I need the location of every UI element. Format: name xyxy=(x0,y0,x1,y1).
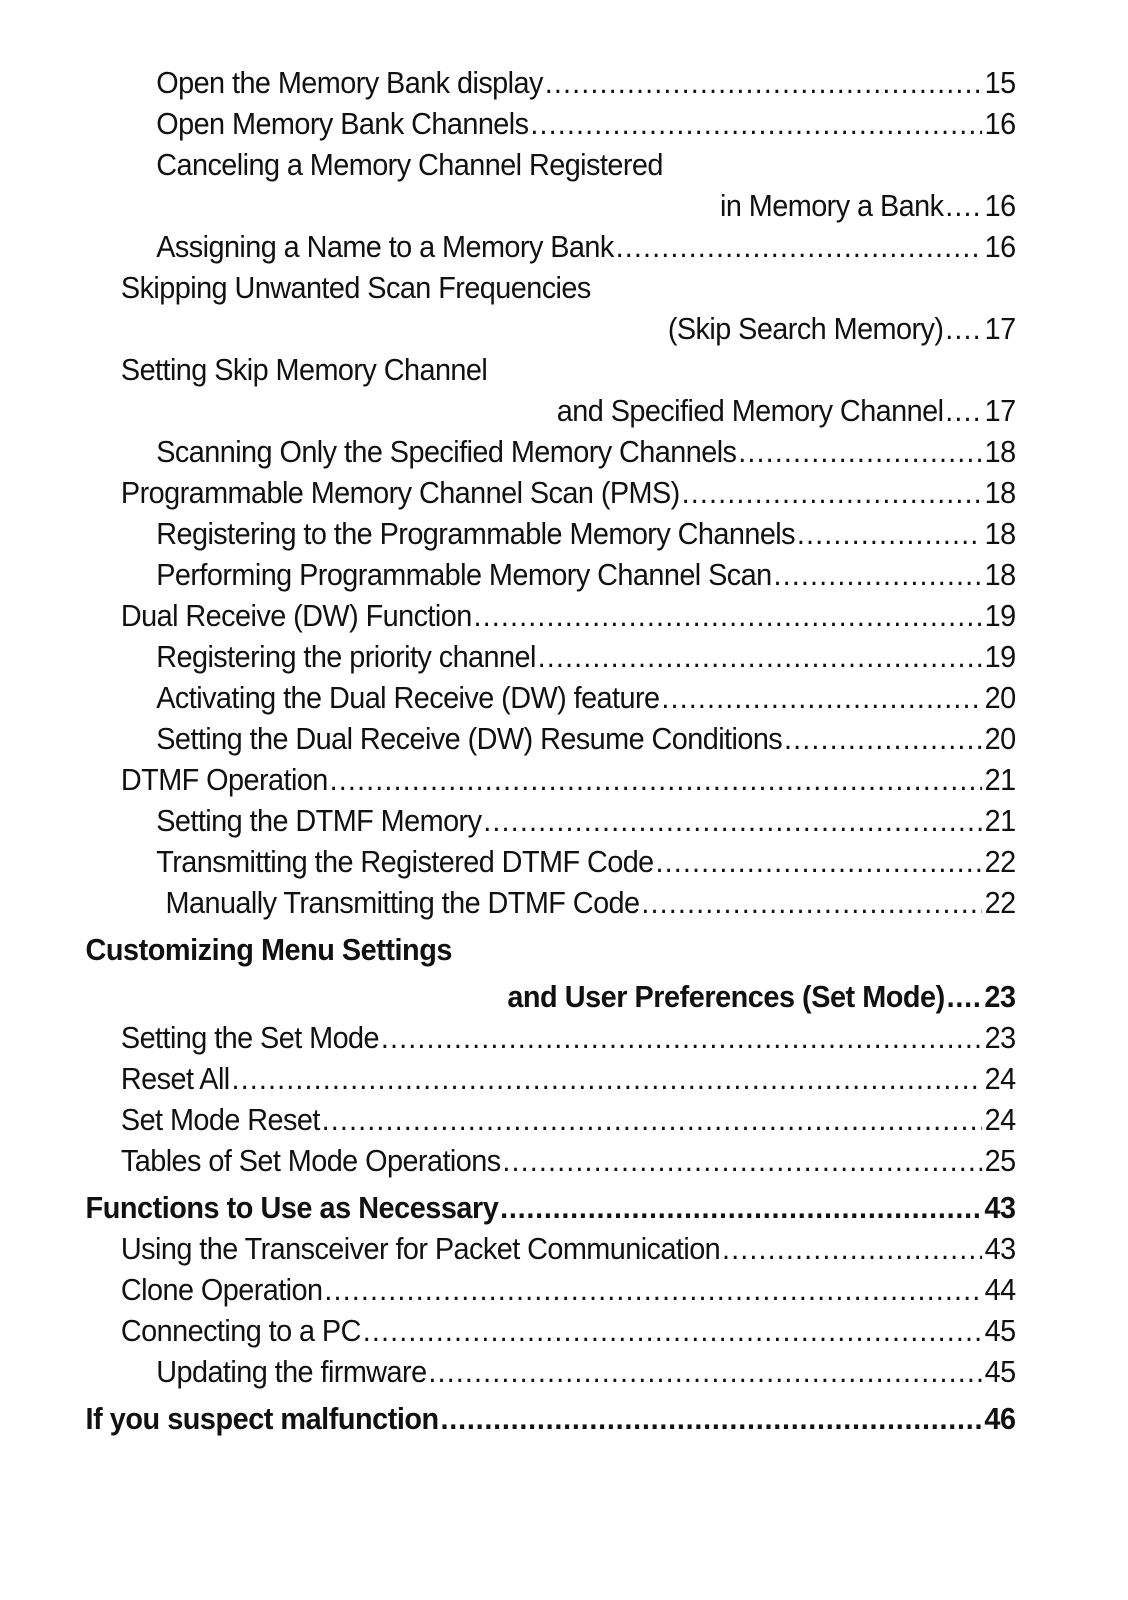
dot-leader xyxy=(232,1058,982,1099)
toc-entry-title: Dual Receive (DW) Function xyxy=(120,598,472,633)
toc-entry-clone-operation[interactable] xyxy=(0,1269,1049,1310)
dot-leader xyxy=(641,882,981,923)
toc-entry-skipping-unwanted-scan[interactable] xyxy=(0,267,1049,308)
toc-entry-activating-dual-receive[interactable] xyxy=(0,677,1049,718)
toc-entry-title: Transmitting the Registered DTMF Code xyxy=(156,844,654,879)
dot-leader xyxy=(947,976,982,1017)
toc-entry-skipping-unwanted-scan-continuation[interactable] xyxy=(0,308,1049,349)
toc-entry-open-memory-bank-channels[interactable] xyxy=(0,103,1049,144)
toc-entry-assigning-name-memory-bank[interactable] xyxy=(0,226,1049,267)
toc-entry-title: Open Memory Bank Channels xyxy=(156,106,529,141)
toc-section-continuation: and User Preferences (Set Mode) xyxy=(507,979,945,1014)
toc-page-number: 44 xyxy=(984,1272,1016,1307)
toc-entry-packet-communication[interactable] xyxy=(0,1228,1049,1269)
toc-entry-title: Updating the firmware xyxy=(156,1354,427,1389)
toc-entry-title: Manually Transmitting the DTMF Code xyxy=(165,885,640,920)
dot-leader xyxy=(738,431,982,472)
toc-page-number: 16 xyxy=(984,106,1016,141)
toc-entry-title: Open the Memory Bank display xyxy=(156,65,543,100)
toc-page-number: 21 xyxy=(984,803,1016,838)
dot-leader xyxy=(324,1269,981,1310)
toc-page-number: 43 xyxy=(984,1231,1016,1266)
toc-page-number: 45 xyxy=(984,1313,1016,1348)
toc-entry-title: DTMF Operation xyxy=(120,762,328,797)
dot-leader xyxy=(784,718,982,759)
dot-leader xyxy=(797,513,982,554)
toc-entry-dual-receive[interactable] xyxy=(0,595,1049,636)
toc-entry-transmitting-registered-dtmf[interactable] xyxy=(0,841,1049,882)
dot-leader xyxy=(441,1398,982,1439)
toc-entry-updating-firmware[interactable] xyxy=(0,1351,1049,1392)
dot-leader xyxy=(330,759,982,800)
toc-entry-title: Setting Skip Memory Channel xyxy=(120,352,488,387)
toc-section-functions-as-necessary[interactable] xyxy=(0,1187,1049,1228)
toc-entry-continuation: (Skip Search Memory) xyxy=(667,311,944,346)
toc-entry-title: Setting the DTMF Memory xyxy=(156,803,482,838)
toc-entry-title: Setting the Set Mode xyxy=(120,1020,380,1055)
dot-leader xyxy=(773,554,981,595)
dot-leader xyxy=(322,1099,982,1140)
toc-entry-title: Skipping Unwanted Scan Frequencies xyxy=(120,270,591,305)
toc-entry-reset-all[interactable] xyxy=(0,1058,1049,1099)
toc-entry-continuation: in Memory a Bank xyxy=(720,188,944,223)
toc-page-number: 43 xyxy=(984,1190,1016,1225)
toc-entry-dual-receive-resume[interactable] xyxy=(0,718,1049,759)
toc-page-number: 22 xyxy=(984,885,1016,920)
toc-entry-setting-skip-memory-channel-continuation[interactable] xyxy=(0,390,1049,431)
table-of-contents xyxy=(0,62,1128,1439)
dot-leader xyxy=(530,103,981,144)
toc-entry-title: Registering the priority channel xyxy=(156,639,536,674)
toc-page-number: 17 xyxy=(984,311,1016,346)
toc-entry-continuation: and Specified Memory Channel xyxy=(556,393,944,428)
dot-leader xyxy=(616,226,982,267)
toc-entry-title: Setting the Dual Receive (DW) Resume Conditions xyxy=(156,721,783,756)
toc-page-number: 24 xyxy=(984,1102,1016,1137)
toc-entry-title: Programmable Memory Channel Scan (PMS) xyxy=(120,475,680,510)
toc-entry-tables-set-mode[interactable] xyxy=(0,1140,1049,1181)
dot-leader xyxy=(500,1187,981,1228)
toc-entry-title: Scanning Only the Specified Memory Channels xyxy=(156,434,737,469)
toc-entry-open-memory-bank-display[interactable] xyxy=(0,62,1049,103)
toc-entry-performing-pms[interactable] xyxy=(0,554,1049,595)
toc-entry-dtmf-operation[interactable] xyxy=(0,759,1049,800)
toc-entry-title: Canceling a Memory Channel Registered xyxy=(156,147,663,182)
dot-leader xyxy=(682,472,982,513)
toc-entry-setting-set-mode[interactable] xyxy=(0,1017,1049,1058)
toc-page-number: 46 xyxy=(984,1401,1016,1436)
toc-entry-title: Set Mode Reset xyxy=(120,1102,320,1137)
toc-entry-title: Using the Transceiver for Packet Communication xyxy=(120,1231,721,1266)
toc-page-number: 20 xyxy=(984,680,1016,715)
dot-leader xyxy=(945,308,982,349)
dot-leader xyxy=(656,841,982,882)
toc-page-number: 16 xyxy=(984,188,1016,223)
toc-entry-title: Connecting to a PC xyxy=(120,1313,361,1348)
toc-page-number: 23 xyxy=(984,1020,1016,1055)
toc-entry-registering-priority[interactable] xyxy=(0,636,1049,677)
dot-leader xyxy=(428,1351,981,1392)
toc-page-number: 15 xyxy=(984,65,1016,100)
toc-page-number: 18 xyxy=(984,475,1016,510)
toc-entry-canceling-memory-channel-continuation[interactable] xyxy=(0,185,1049,226)
toc-section-title: If you suspect malfunction xyxy=(85,1401,439,1436)
toc-entry-set-mode-reset[interactable] xyxy=(0,1099,1049,1140)
dot-leader xyxy=(945,390,982,431)
dot-leader xyxy=(545,62,982,103)
toc-entry-title: Tables of Set Mode Operations xyxy=(120,1143,501,1178)
toc-entry-canceling-memory-channel[interactable] xyxy=(0,144,1049,185)
dot-leader xyxy=(381,1017,982,1058)
toc-entry-title: Registering to the Programmable Memory Channels xyxy=(156,516,796,551)
dot-leader xyxy=(363,1310,982,1351)
toc-page-number: 18 xyxy=(984,516,1016,551)
toc-entry-title: Clone Operation xyxy=(120,1272,323,1307)
dot-leader xyxy=(538,636,982,677)
toc-section-title: Customizing Menu Settings xyxy=(85,932,452,967)
toc-page-number: 24 xyxy=(984,1061,1016,1096)
toc-page-number: 18 xyxy=(984,557,1016,592)
toc-section-customizing-menu-settings[interactable] xyxy=(0,929,1049,970)
toc-page-number: 20 xyxy=(984,721,1016,756)
toc-entry-pms[interactable] xyxy=(0,472,1049,513)
dot-leader xyxy=(722,1228,982,1269)
dot-leader xyxy=(661,677,981,718)
toc-page-number: 23 xyxy=(984,979,1016,1014)
toc-section-title: Functions to Use as Necessary xyxy=(85,1190,499,1225)
toc-page-number: 25 xyxy=(984,1143,1016,1178)
toc-page-number: 17 xyxy=(984,393,1016,428)
toc-page-number: 18 xyxy=(984,434,1016,469)
toc-page-number: 45 xyxy=(984,1354,1016,1389)
toc-entry-title: Activating the Dual Receive (DW) feature xyxy=(156,680,660,715)
toc-page-number: 22 xyxy=(984,844,1016,879)
toc-entry-title: Assigning a Name to a Memory Bank xyxy=(156,229,614,264)
dot-leader xyxy=(945,185,982,226)
toc-entry-setting-dtmf-memory[interactable] xyxy=(0,800,1049,841)
toc-entry-setting-skip-memory-channel[interactable] xyxy=(0,349,1049,390)
toc-page-number: 21 xyxy=(984,762,1016,797)
toc-page-number: 19 xyxy=(984,598,1016,633)
dot-leader xyxy=(483,800,981,841)
toc-page-number: 16 xyxy=(984,229,1016,264)
toc-entry-registering-programmable[interactable] xyxy=(0,513,1049,554)
dot-leader xyxy=(502,1140,981,1181)
toc-section-suspect-malfunction[interactable] xyxy=(0,1398,1049,1439)
toc-entry-title: Performing Programmable Memory Channel Scan xyxy=(156,557,772,592)
dot-leader xyxy=(474,595,982,636)
toc-entry-title: Reset All xyxy=(120,1061,230,1096)
toc-entry-manually-transmitting-dtmf[interactable] xyxy=(0,882,1049,923)
toc-entry-connecting-pc[interactable] xyxy=(0,1310,1049,1351)
toc-entry-scanning-only-specified[interactable] xyxy=(0,431,1049,472)
toc-page-number: 19 xyxy=(984,639,1016,674)
toc-section-customizing-menu-settings-continuation[interactable] xyxy=(0,976,1049,1017)
